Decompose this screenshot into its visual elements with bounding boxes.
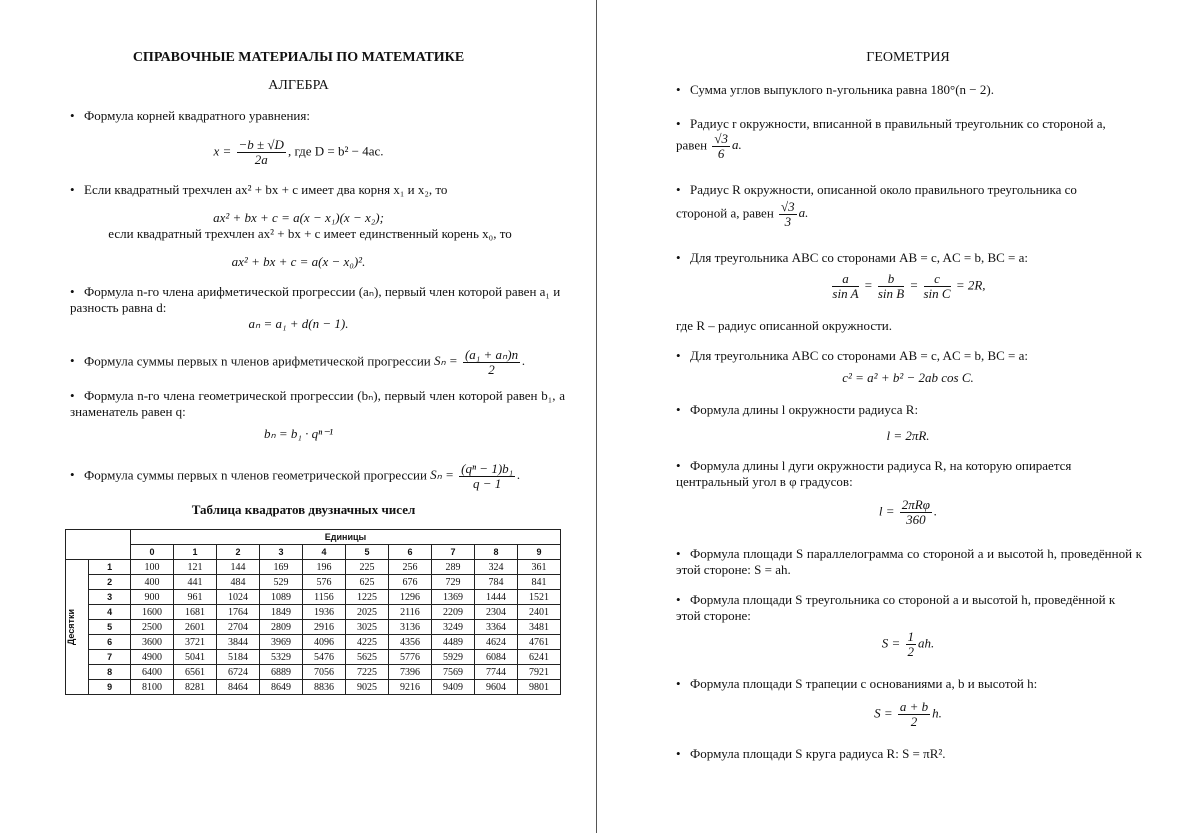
table-cell: 361 (518, 560, 561, 575)
item-text: равен (676, 137, 708, 153)
item-inscribed-radius-value (676, 132, 1142, 161)
table-cell: 196 (303, 560, 346, 575)
formula-trapezoid-area: S = $\frac{a + b}{2}$ h. (874, 699, 942, 729)
table-cell: 5329 (260, 650, 303, 665)
item-text: Для треугольника ABC со сторонами AB = c, AC = b, BC = a: (690, 348, 1029, 363)
table-cell: 100 (131, 560, 174, 575)
table-cell: 1849 (260, 605, 303, 620)
item-sine-law: • Для треугольника ABC со сторонами AB = c, AC = b, BC = a: (676, 250, 1029, 265)
item-trapezoid-area: • Формула площади S трапеции с основаниями a, b и высотой h: (676, 676, 1038, 691)
item-arith-nth: • Формула n-го члена арифметической прогрессии (aₙ), первый член которой равен a₁ и разность равна d: (70, 284, 561, 315)
table-row-header: 1 (89, 560, 131, 575)
table-cell: 5776 (389, 650, 432, 665)
table-row-header: 4 (89, 605, 131, 620)
table-cell: 1444 (475, 590, 518, 605)
table-cell: 4356 (389, 635, 432, 650)
sine-law-note: где R – радиус описанной окружности. (676, 318, 892, 333)
item-triangle-area: • Формула площади S треугольника со стороной a и высотой h, проведённой к этой стороне: (676, 592, 1116, 623)
item-text: Радиус r окружности, вписанной в правильный треугольник со стороной a, (690, 116, 1106, 131)
table-cell: 169 (260, 560, 303, 575)
table-cell: 1764 (217, 605, 260, 620)
table-cell: 324 (475, 560, 518, 575)
table-cell: 1681 (174, 605, 217, 620)
table-cell: 5184 (217, 650, 260, 665)
formula-trinomial-one-root: ax² + bx + c = a(x − x₀)². (231, 254, 366, 269)
table-cell: 6084 (475, 650, 518, 665)
table-cell: 3249 (432, 620, 475, 635)
table-cell: 9025 (346, 680, 389, 695)
item-text: Сумма углов выпуклого n-угольника равна 180°(n − 2). (690, 82, 994, 97)
formula-triangle-area: S = $\frac{1}{2}$ ah. (881, 629, 935, 659)
table-cell: 1024 (217, 590, 260, 605)
table-cell: 7569 (432, 665, 475, 680)
formula-sine-law: $\frac{a}{\text{sin A}}$ = $\frac{b}{\text{sin B}}$ = $\frac{c}{\text{sin C}}$ = 2R, (832, 271, 986, 301)
table-row-header: 7 (89, 650, 131, 665)
table-column-header: 6 (389, 545, 432, 560)
table-column-header: 8 (475, 545, 518, 560)
item-geom-sum: • Формула суммы первых n членов геометрической прогрессии Sₙ = $\frac{\text{(qⁿ − 1)b₁}}{q - 1}$ . (70, 461, 521, 491)
item-arc-length: • Формула длины l дуги окружности радиуса R, на которую опирается центральный угол в φ градусов: (676, 458, 1072, 489)
table-cell: 784 (475, 575, 518, 590)
item-text: стороной a, равен (676, 205, 774, 221)
formula-cosine-law: c² = a² + b² − 2ab cos C. (842, 370, 974, 385)
formula-geom-sum: Sₙ = $\frac{\text{(qⁿ − 1)b₁}}{q - 1}$ . (430, 461, 521, 491)
table-cell: 2601 (174, 620, 217, 635)
table-cell: 2401 (518, 605, 561, 620)
item-trinomial-single: если квадратный трехчлен ax² + bx + c имеет единственный корень x₀, то (108, 226, 512, 241)
table-cell: 529 (260, 575, 303, 590)
formula-trinomial-two-roots: ax² + bx + c = a(x − x₁)(x − x₂); (213, 210, 384, 225)
table-cell: 6241 (518, 650, 561, 665)
table-corner (66, 530, 131, 560)
table-row (66, 620, 561, 635)
table-column-header: 7 (432, 545, 475, 560)
table-cell: 3025 (346, 620, 389, 635)
table-cell: 1089 (260, 590, 303, 605)
formula-circle-length: l = 2πR. (886, 428, 930, 443)
item-text: Формула n-го члена геометрической прогрессии (bₙ), первый член которой равен b₁, а знаменатель равен q: (70, 388, 565, 419)
table-cell: 5041 (174, 650, 217, 665)
item-circle-area: • Формула площади S круга радиуса R: S = πR². (676, 746, 946, 761)
table-tens-header (66, 560, 89, 695)
item-circumscribed-radius-value (676, 200, 1142, 229)
table-row-header: 6 (89, 635, 131, 650)
table-cell: 3844 (217, 635, 260, 650)
table-row (66, 680, 561, 695)
table-cell: 2500 (131, 620, 174, 635)
table-cell: 961 (174, 590, 217, 605)
item-polygon-angles: • Сумма углов выпуклого n-угольника равна 180°(n − 2). (676, 82, 994, 97)
right-page (598, 0, 1200, 833)
table-cell: 484 (217, 575, 260, 590)
table-cell: 9604 (475, 680, 518, 695)
table-cell: 1521 (518, 590, 561, 605)
formula-geom-nth: bₙ = b₁ · qⁿ⁻¹ (263, 426, 334, 441)
table-row (66, 575, 561, 590)
item-trinomial: • Если квадратный трехчлен ax² + bx + c имеет два корня x₁ и x₂, то (70, 182, 448, 197)
table-cell: 5476 (303, 650, 346, 665)
table-cell: 4624 (475, 635, 518, 650)
table-cell: 900 (131, 590, 174, 605)
table-column-header: 4 (303, 545, 346, 560)
table-cell: 1225 (346, 590, 389, 605)
table-cell: 4096 (303, 635, 346, 650)
table-cell: 3364 (475, 620, 518, 635)
table-cell: 3481 (518, 620, 561, 635)
table-cell: 4900 (131, 650, 174, 665)
table-cell: 9801 (518, 680, 561, 695)
table-cell: 8836 (303, 680, 346, 695)
formula-circumscribed-radius: $\frac{√3}{3}$ a. (781, 199, 809, 229)
table-cell: 2304 (475, 605, 518, 620)
table-row-header: 5 (89, 620, 131, 635)
squares-table-wrap (65, 529, 561, 695)
table-cell: 2809 (260, 620, 303, 635)
table-cell: 1600 (131, 605, 174, 620)
item-text: Формула длины l окружности радиуса R: (690, 402, 919, 417)
item-text: Формула площади S трапеции с основаниями a, b и высотой h: (690, 676, 1038, 691)
item-quadratic: • Формула корней квадратного уравнения: (70, 108, 310, 123)
table-cell: 6400 (131, 665, 174, 680)
table-row (66, 665, 561, 680)
table-cell: 7396 (389, 665, 432, 680)
table-row (66, 605, 561, 620)
table-cell: 289 (432, 560, 475, 575)
table-column-header: 1 (174, 545, 217, 560)
formula-arith-sum: Sₙ = $\frac{\text{(a₁ + aₙ)n}}{2}$ . (433, 347, 526, 377)
table-cell: 8464 (217, 680, 260, 695)
item-text: Если квадратный трехчлен ax² + bx + c имеет два корня x₁ и x₂, то (84, 182, 448, 197)
table-column-header: 3 (260, 545, 303, 560)
table-cell: 256 (389, 560, 432, 575)
item-text: Формула n-го члена арифметической прогрессии (aₙ), первый член которой равен a₁ и разность равна d: (70, 284, 561, 315)
item-text: Формула длины l дуги окружности радиуса R, на которую опирается центральный угол в φ градусов: (676, 458, 1072, 489)
item-text: Формула площади S круга радиуса R: S = πR². (690, 746, 946, 761)
table-cell: 4489 (432, 635, 475, 650)
section-algebra: АЛГЕБРА (268, 78, 329, 93)
table-column-header: 9 (518, 545, 561, 560)
item-parallelogram-area: • Формула площади S параллелограмма со стороной a и высотой h, проведённой к этой стороне: S = ah. (676, 546, 1142, 577)
table-row-header: 2 (89, 575, 131, 590)
table-cell: 144 (217, 560, 260, 575)
table-cell: 2116 (389, 605, 432, 620)
table-row-header: 3 (89, 590, 131, 605)
item-text: Формула корней квадратного уравнения: (84, 108, 310, 123)
formula-discriminant: где D = b² − 4ac. (294, 143, 384, 159)
table-cell: 6889 (260, 665, 303, 680)
table-row (66, 560, 561, 575)
table-column-header: 2 (217, 545, 260, 560)
table-cell: 121 (174, 560, 217, 575)
table-cell: 8281 (174, 680, 217, 695)
table-cell: 441 (174, 575, 217, 590)
table-title: Таблица квадратов двузначных чисел (191, 502, 416, 517)
table-cell: 3969 (260, 635, 303, 650)
table-cell: 576 (303, 575, 346, 590)
table-row (66, 590, 561, 605)
table-row-header: 9 (89, 680, 131, 695)
table-cell: 5625 (346, 650, 389, 665)
table-cell: 625 (346, 575, 389, 590)
formula-quadratic-roots: x = $\frac{-b \pm √D}{2a}$ , где D = b² − 4ac. (213, 137, 384, 167)
table-cell: 2704 (217, 620, 260, 635)
table-cell: 729 (432, 575, 475, 590)
table-cell: 9216 (389, 680, 432, 695)
squares-table (65, 529, 561, 695)
item-text: Формула суммы первых n членов арифметической прогрессии (84, 353, 431, 369)
table-cell: 841 (518, 575, 561, 590)
table-cell: 7921 (518, 665, 561, 680)
table-cell: 5929 (432, 650, 475, 665)
table-cell: 4761 (518, 635, 561, 650)
table-cell: 1936 (303, 605, 346, 620)
item-geom-nth: • Формула n-го члена геометрической прогрессии (bₙ), первый член которой равен b₁, а знаменатель равен q: (70, 388, 565, 419)
table-cell: 225 (346, 560, 389, 575)
table-cell: 4225 (346, 635, 389, 650)
table-cell: 1369 (432, 590, 475, 605)
table-cell: 9409 (432, 680, 475, 695)
item-inscribed-radius: • Радиус r окружности, вписанной в правильный треугольник со стороной a, (676, 116, 1106, 131)
table-cell: 7056 (303, 665, 346, 680)
page-title: СПРАВОЧНЫЕ МАТЕРИАЛЫ ПО МАТЕМАТИКЕ (132, 50, 465, 65)
table-cell: 1156 (303, 590, 346, 605)
table-cell: 3600 (131, 635, 174, 650)
item-text: Формула суммы первых n членов геометрической прогрессии (84, 467, 427, 483)
item-text: Формула площади S параллелограмма со стороной a и высотой h, проведённой к этой стороне: S = ah. (676, 546, 1142, 577)
item-circumscribed-radius: • Радиус R окружности, описанной около правильного треугольника со (676, 182, 1077, 197)
table-cell: 3136 (389, 620, 432, 635)
table-column-header: 0 (131, 545, 174, 560)
formula-arc-length: l = $\frac{\text{2πRφ}}{360}$ . (878, 497, 938, 527)
table-row-header: 8 (89, 665, 131, 680)
table-column-header-row (66, 545, 561, 560)
item-cosine-law: • Для треугольника ABC со сторонами AB = c, AC = b, BC = a: (676, 348, 1029, 363)
formula-inscribed-radius: $\frac{√3}{6}$ a. (714, 131, 742, 161)
table-row (66, 635, 561, 650)
tens-label: Десятки (66, 608, 76, 646)
item-text: Радиус R окружности, описанной около правильного треугольника со (690, 182, 1077, 197)
item-text: Для треугольника ABC со сторонами AB = c, AC = b, BC = a: (690, 250, 1029, 265)
table-units-header: Единицы (131, 530, 561, 545)
table-cell: 2025 (346, 605, 389, 620)
table-column-header: 5 (346, 545, 389, 560)
table-cell: 6561 (174, 665, 217, 680)
table-cell: 2209 (432, 605, 475, 620)
section-geometry: ГЕОМЕТРИЯ (866, 50, 950, 65)
table-cell: 400 (131, 575, 174, 590)
item-arith-sum: • Формула суммы первых n членов арифметической прогрессии Sₙ = $\frac{\text{(a₁ + aₙ)n}}{2}$ . (70, 347, 526, 377)
table-cell: 8649 (260, 680, 303, 695)
table-row (66, 650, 561, 665)
table-cell: 7225 (346, 665, 389, 680)
table-cell: 676 (389, 575, 432, 590)
item-text: Формула площади S треугольника со стороной a и высотой h, проведённой к этой стороне: (676, 592, 1116, 623)
table-cell: 6724 (217, 665, 260, 680)
table-cell: 7744 (475, 665, 518, 680)
item-circle-length: • Формула длины l окружности радиуса R: (676, 402, 919, 417)
table-cell: 3721 (174, 635, 217, 650)
left-page (0, 0, 597, 833)
table-cell: 2916 (303, 620, 346, 635)
table-cell: 1296 (389, 590, 432, 605)
formula-arith-nth: aₙ = a₁ + d(n − 1). (248, 316, 349, 331)
table-cell: 8100 (131, 680, 174, 695)
